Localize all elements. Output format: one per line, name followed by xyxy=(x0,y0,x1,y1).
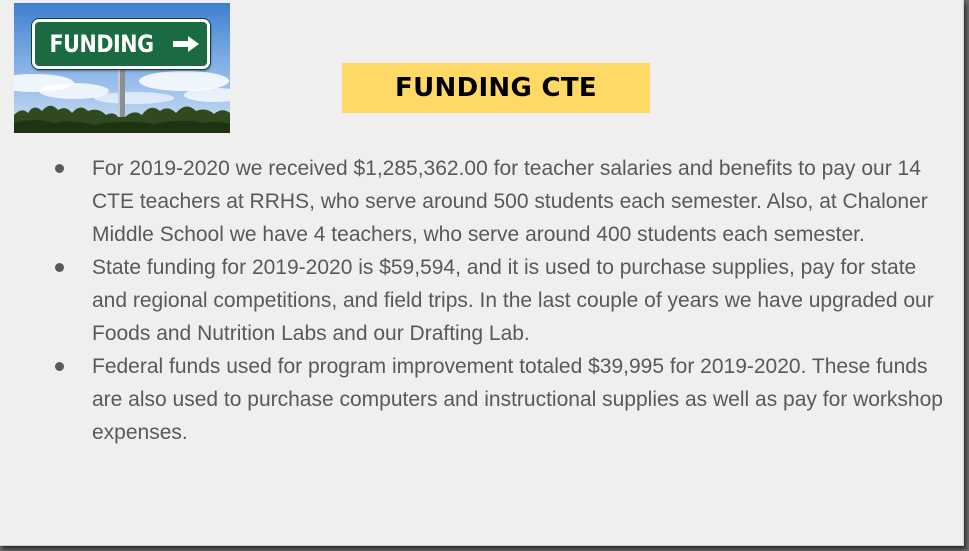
sign-text: FUNDING xyxy=(49,30,155,58)
bullet-text: For 2019-2020 we received $1,285,362.00 for teacher salaries and benefits to pay our 14 CTE teachers at RRHS, who serve around 500 students each semester. Also, at Chaloner Middle School we have 4 teachers, who serve around 400 students each semester. xyxy=(92,157,928,246)
bullet-dot xyxy=(55,362,64,371)
funding-sign xyxy=(32,19,210,69)
funding-sign-photo xyxy=(14,3,230,133)
bullet-dot xyxy=(55,263,64,272)
bullet-text: State funding for 2019-2020 is $59,594, and it is used to purchase supplies, pay for state and regional competitions, and field trips. In the last couple of years we have upgraded our Foods and Nutrition Labs and our Drafting Lab. xyxy=(92,256,934,345)
bullet-item xyxy=(55,350,945,449)
bullet-text: Federal funds used for program improvement totaled $39,995 for 2019-2020. These funds are also used to purchase computers and instructional supplies as well as pay for workshop expenses. xyxy=(92,355,943,444)
bullet-item xyxy=(55,251,945,350)
bullet-item xyxy=(55,152,945,251)
slide-title: FUNDING CTE xyxy=(395,73,597,103)
title-box xyxy=(342,63,650,113)
bullet-dot xyxy=(55,164,64,173)
bullet-list xyxy=(55,152,945,449)
right-arrow-icon xyxy=(171,34,201,54)
